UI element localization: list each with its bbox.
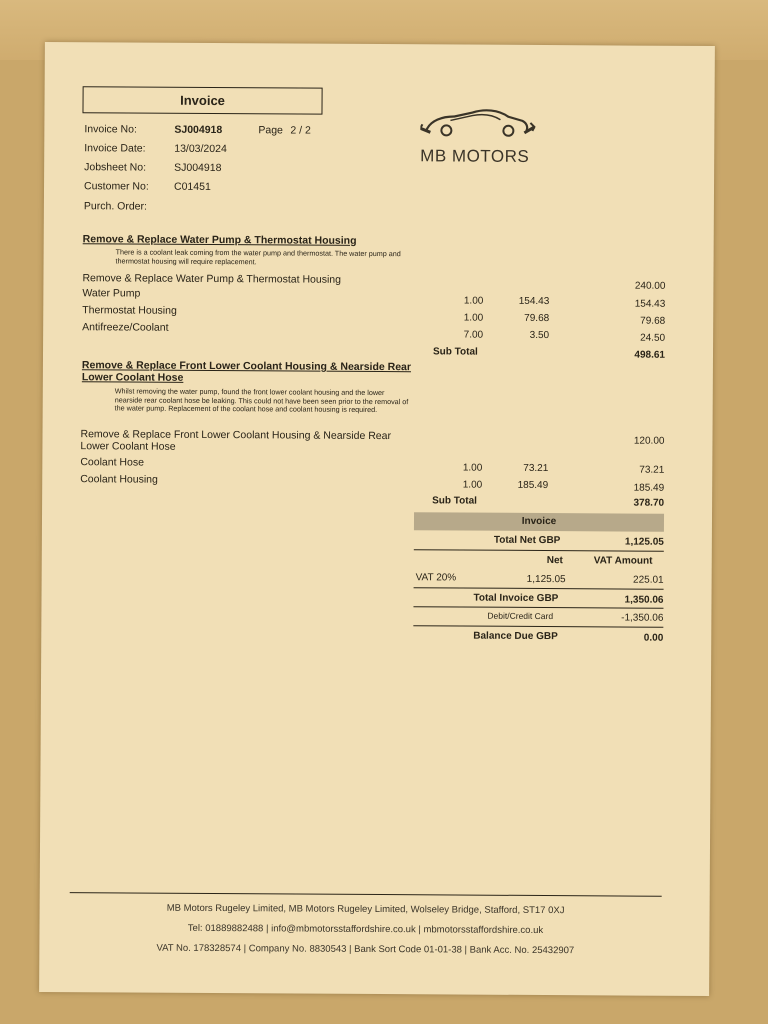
section-1-item-3-qty: 7.00 — [463, 329, 484, 341]
section-1-subtotal-label: Sub Total — [432, 346, 478, 358]
totals-heading: Invoice — [414, 512, 664, 532]
section-1-item-2-total: 79.68 — [640, 315, 666, 327]
totals-divider-1 — [414, 549, 664, 552]
footer-contact: Tel: 01889882488 | info@mbmotorsstaffordshire.co.uk | mbmotorsstaffordshire.co.uk — [187, 922, 544, 937]
footer-address: MB Motors Rugeley Limited, MB Motors Rugeley Limited, Wolseley Bridge, Stafford, ST17 0XJ — [166, 902, 565, 917]
invoice-no: SJ004918 — [174, 123, 223, 137]
section-1-item-3-price: 3.50 — [529, 329, 550, 342]
total-net: 1,125.05 — [624, 536, 664, 548]
payment-method: Debit/Credit Card — [487, 610, 554, 622]
vat-amount-column-header: VAT Amount — [593, 555, 653, 567]
purch-order-label: Purch. Order: — [83, 200, 147, 213]
total-invoice-label: Total Invoice GBP — [473, 592, 559, 605]
section-1-item-2-qty: 1.00 — [463, 312, 484, 324]
vat-rate-label: VAT 20% — [415, 572, 457, 584]
logo-text: MB MOTORS — [420, 146, 530, 166]
totals-divider-2 — [414, 587, 664, 590]
payment-amount: -1,350.06 — [621, 612, 664, 624]
invoice-date-label: Invoice Date: — [84, 142, 146, 155]
balance-due-label: Balance Due GBP — [473, 630, 558, 643]
page-label: Page — [258, 124, 283, 137]
total-invoice: 1,350.06 — [624, 594, 664, 606]
jobsheet-no: SJ004918 — [174, 161, 222, 175]
section-2-item-2-qty: 1.00 — [462, 479, 483, 491]
section-2-item-1-price: 73.21 — [523, 462, 549, 475]
section-2-labour: Remove & Replace Front Lower Coolant Housing & Nearside Rear Lower Coolant Hose — [80, 428, 392, 453]
invoice-date: 13/03/2024 — [174, 142, 227, 156]
section-1-item-1-price: 154.43 — [518, 295, 550, 308]
totals-divider-3 — [413, 606, 663, 609]
section-1-labour: Remove & Replace Water Pump & Thermostat Housing — [82, 272, 342, 286]
vat-net: 1,125.05 — [526, 573, 566, 586]
section-2-item-2-price: 185.49 — [517, 479, 549, 492]
car-wrench-icon — [420, 106, 536, 141]
section-1-item-1-name: Water Pump — [82, 287, 141, 300]
section-2-subtotal-label: Sub Total — [432, 495, 477, 507]
customer-no-label: Customer No: — [83, 180, 149, 193]
section-1-labour-total: 240.00 — [634, 280, 666, 292]
net-column-header: Net — [546, 555, 563, 567]
footer-company-details: VAT No. 178328574 | Company No. 8830543 | Bank Sort Code 01-01-38 | Bank Acc. No. 25432907 — [156, 942, 575, 957]
invoice-title: Invoice — [82, 86, 322, 114]
invoice-no-label: Invoice No: — [84, 123, 137, 136]
section-1-title: Remove & Replace Water Pump & Thermostat Housing — [82, 233, 357, 247]
invoice-page — [39, 42, 715, 996]
total-net-label: Total Net GBP — [493, 534, 561, 547]
customer-no: C01451 — [173, 180, 211, 193]
section-1-item-1-total: 154.43 — [634, 298, 666, 310]
jobsheet-no-label: Jobsheet No: — [84, 161, 147, 174]
section-2-item-2-total: 185.49 — [633, 482, 665, 494]
section-1-item-2-price: 79.68 — [524, 312, 550, 325]
section-2-labour-total: 120.00 — [633, 435, 665, 447]
section-2-subtotal: 378.70 — [633, 497, 665, 509]
totals-divider-4 — [413, 625, 663, 628]
section-2-item-1-name: Coolant Hose — [80, 456, 145, 469]
section-1-item-3-total: 24.50 — [640, 332, 666, 344]
section-1-item-3-name: Antifreeze/Coolant — [82, 321, 169, 334]
section-2-item-2-name: Coolant Housing — [80, 473, 158, 486]
section-1-description: There is a coolant leak coming from the water pump and thermostat. The water pump and thermostat housing will require replacement. — [115, 247, 401, 266]
balance-due: 0.00 — [643, 632, 664, 644]
section-1-item-2-name: Thermostat Housing — [82, 304, 177, 317]
section-2-description: Whilst removing the water pump, found the front lower coolant housing and the lower nearside rear coolant hose be leaking. This could not have been seen prior to the removal of the water pump. Replacement of the coolant hose and coolant housing is required. — [114, 386, 409, 414]
footer-divider — [70, 892, 662, 897]
section-1-item-1-qty: 1.00 — [463, 295, 484, 307]
vat-amount: 225.01 — [633, 574, 664, 586]
section-2-item-1-total: 73.21 — [639, 464, 665, 476]
page-number: 2 / 2 — [290, 124, 311, 137]
section-2-item-1-qty: 1.00 — [462, 462, 483, 474]
section-2-title: Remove & Replace Front Lower Coolant Housing & Nearside Rear Lower Coolant Hose — [81, 359, 412, 384]
section-1-subtotal: 498.61 — [634, 349, 666, 361]
